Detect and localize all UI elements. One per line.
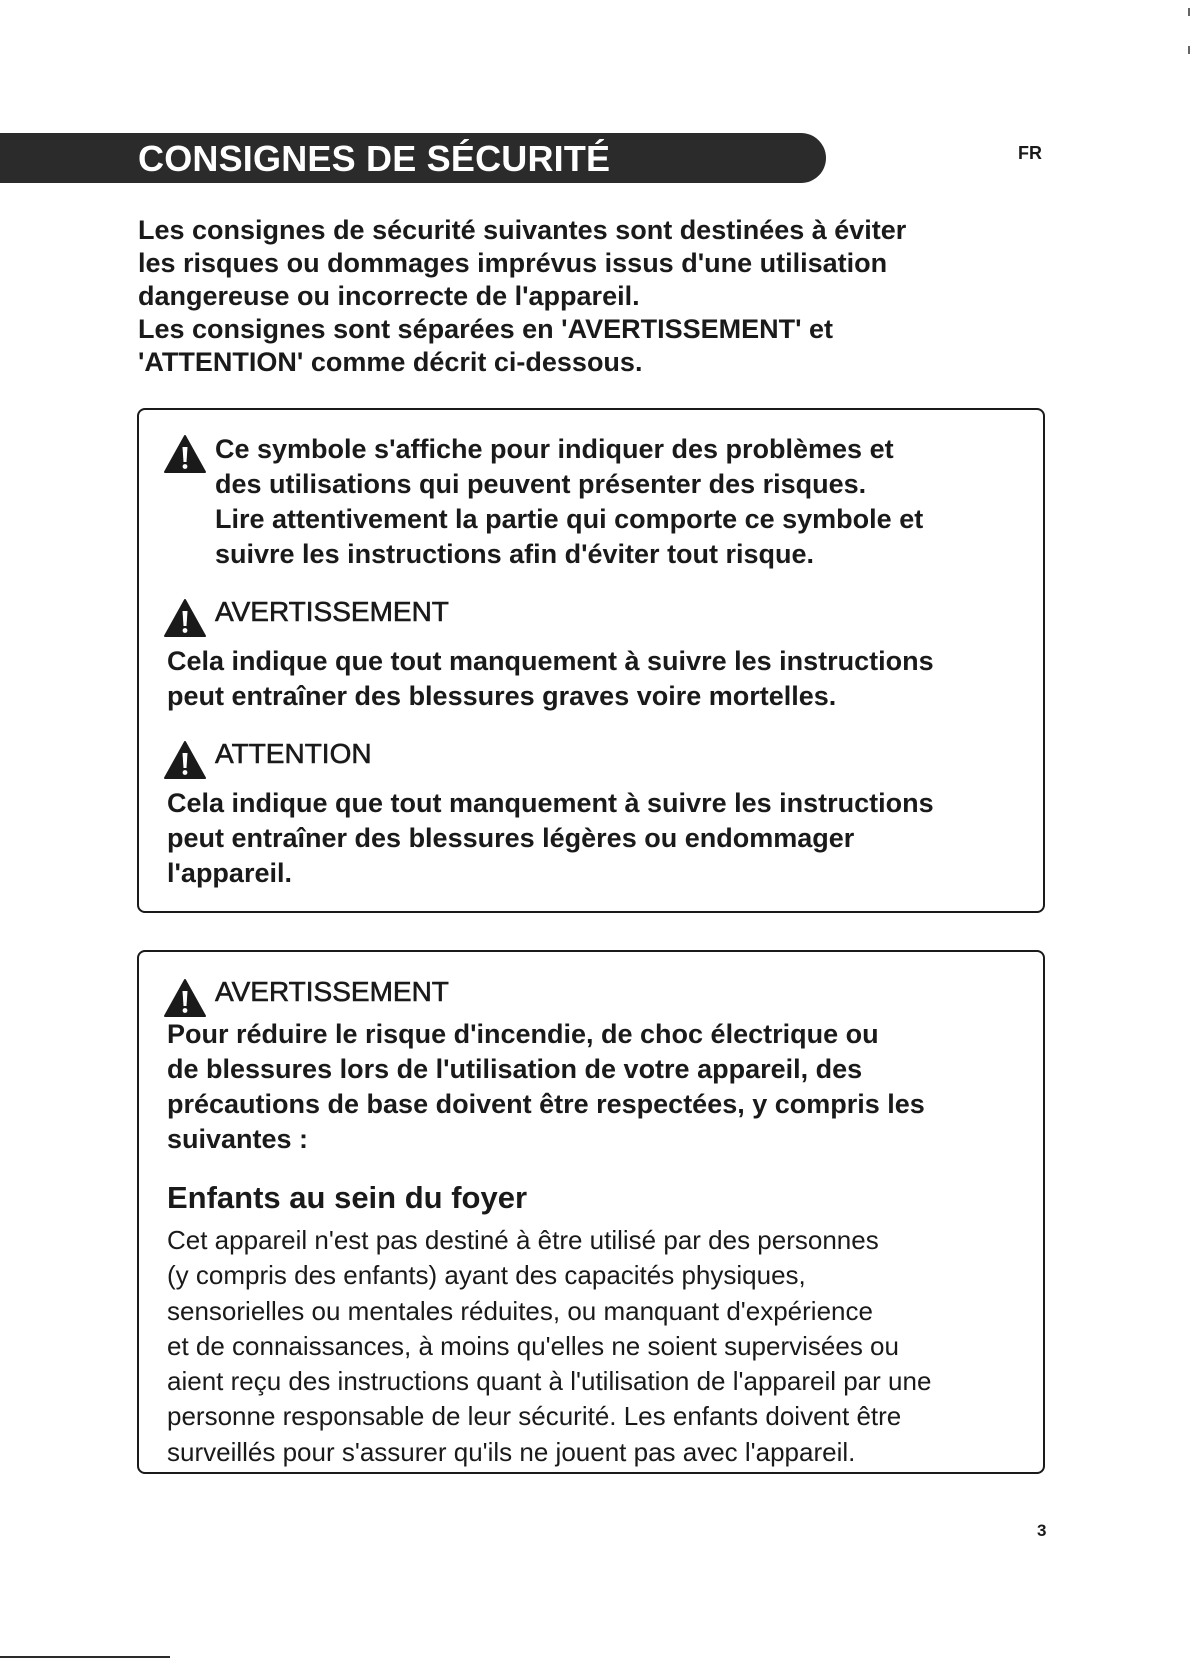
section-body-line: aient reçu des instructions quant à l'utilisation de l'appareil par une: [167, 1366, 932, 1397]
footer-rule: [0, 1656, 170, 1658]
caution-description: [167, 786, 1037, 891]
intro-line: 'ATTENTION' comme décrit ci-dessous.: [138, 347, 643, 377]
section-body-line: Cet appareil n'est pas destiné à être utilisé par des personnes: [167, 1225, 879, 1255]
warning-triangle-icon: [163, 434, 207, 474]
page-title: CONSIGNES DE SÉCURITÉ: [138, 138, 611, 179]
section-body-line: et de connaissances, à moins qu'elles ne soient supervisées ou: [167, 1330, 899, 1361]
warning-triangle-icon: [163, 740, 207, 780]
caution-label: ATTENTION: [215, 738, 372, 769]
page-number: 3: [1037, 1521, 1047, 1540]
warning-lead-line: Pour réduire le risque d'incendie, de choc électrique ou: [167, 1019, 879, 1049]
warning-description: [167, 644, 1037, 714]
intro-line: dangereuse ou incorrecte de l'appareil.: [138, 281, 640, 311]
warning-lead-line: suivantes :: [167, 1124, 309, 1154]
symbol-note-line: Ce symbole s'affiche pour indiquer des problèmes et: [215, 434, 894, 464]
section-body-line: personne responsable de leur sécurité. Les enfants doivent être: [167, 1401, 902, 1432]
section-body-line: surveillés pour s'assurer qu'ils ne jouent pas avec l'appareil.: [167, 1436, 856, 1467]
warning-triangle-icon: [163, 978, 207, 1018]
warning-label: AVERTISSEMENT: [215, 596, 449, 627]
warning-description-line: peut entraîner des blessures graves voire mortelles.: [167, 681, 837, 711]
section-title: Enfants au sein du foyer: [167, 1180, 528, 1215]
intro-line: les risques ou dommages imprévus issus d'une utilisation: [138, 248, 888, 278]
warning-lead: [167, 1017, 1037, 1157]
section-body: [167, 1223, 1037, 1470]
language-tag: FR: [1018, 143, 1042, 163]
section-body-line: (y compris des enfants) ayant des capacités physiques,: [167, 1260, 806, 1291]
section-body-line: sensorielles ou mentales réduites, ou manquant d'expérience: [167, 1295, 873, 1326]
symbols-explanation-box: [137, 408, 1045, 913]
warning-lead-line: précautions de base doivent être respectées, y compris les: [167, 1089, 925, 1119]
intro-line: Les consignes de sécurité suivantes sont destinées à éviter: [138, 215, 907, 245]
intro-paragraph: [138, 214, 1038, 379]
warning-details-box: [137, 950, 1045, 1474]
crop-mark: [1188, 46, 1190, 54]
crop-mark: [1188, 8, 1190, 16]
intro-line: Les consignes sont séparées en 'AVERTISSEMENT' et: [138, 314, 834, 344]
caution-description-line: Cela indique que tout manquement à suivre les instructions: [167, 788, 934, 818]
symbol-note-line: suivre les instructions afin d'éviter tout risque.: [215, 539, 815, 569]
caution-description-line: peut entraîner des blessures légères ou endommager: [167, 823, 855, 853]
warning-description-line: Cela indique que tout manquement à suivre les instructions: [167, 646, 934, 676]
warning-lead-line: de blessures lors de l'utilisation de votre appareil, des: [167, 1054, 863, 1084]
warning-label: AVERTISSEMENT: [215, 976, 449, 1007]
symbol-note-line: des utilisations qui peuvent présenter des risques.: [215, 469, 867, 499]
caution-description-line: l'appareil.: [167, 858, 292, 888]
symbol-note-line: Lire attentivement la partie qui comporte ce symbole et: [215, 504, 924, 534]
symbol-note: [215, 432, 1035, 572]
warning-triangle-icon: [163, 598, 207, 638]
